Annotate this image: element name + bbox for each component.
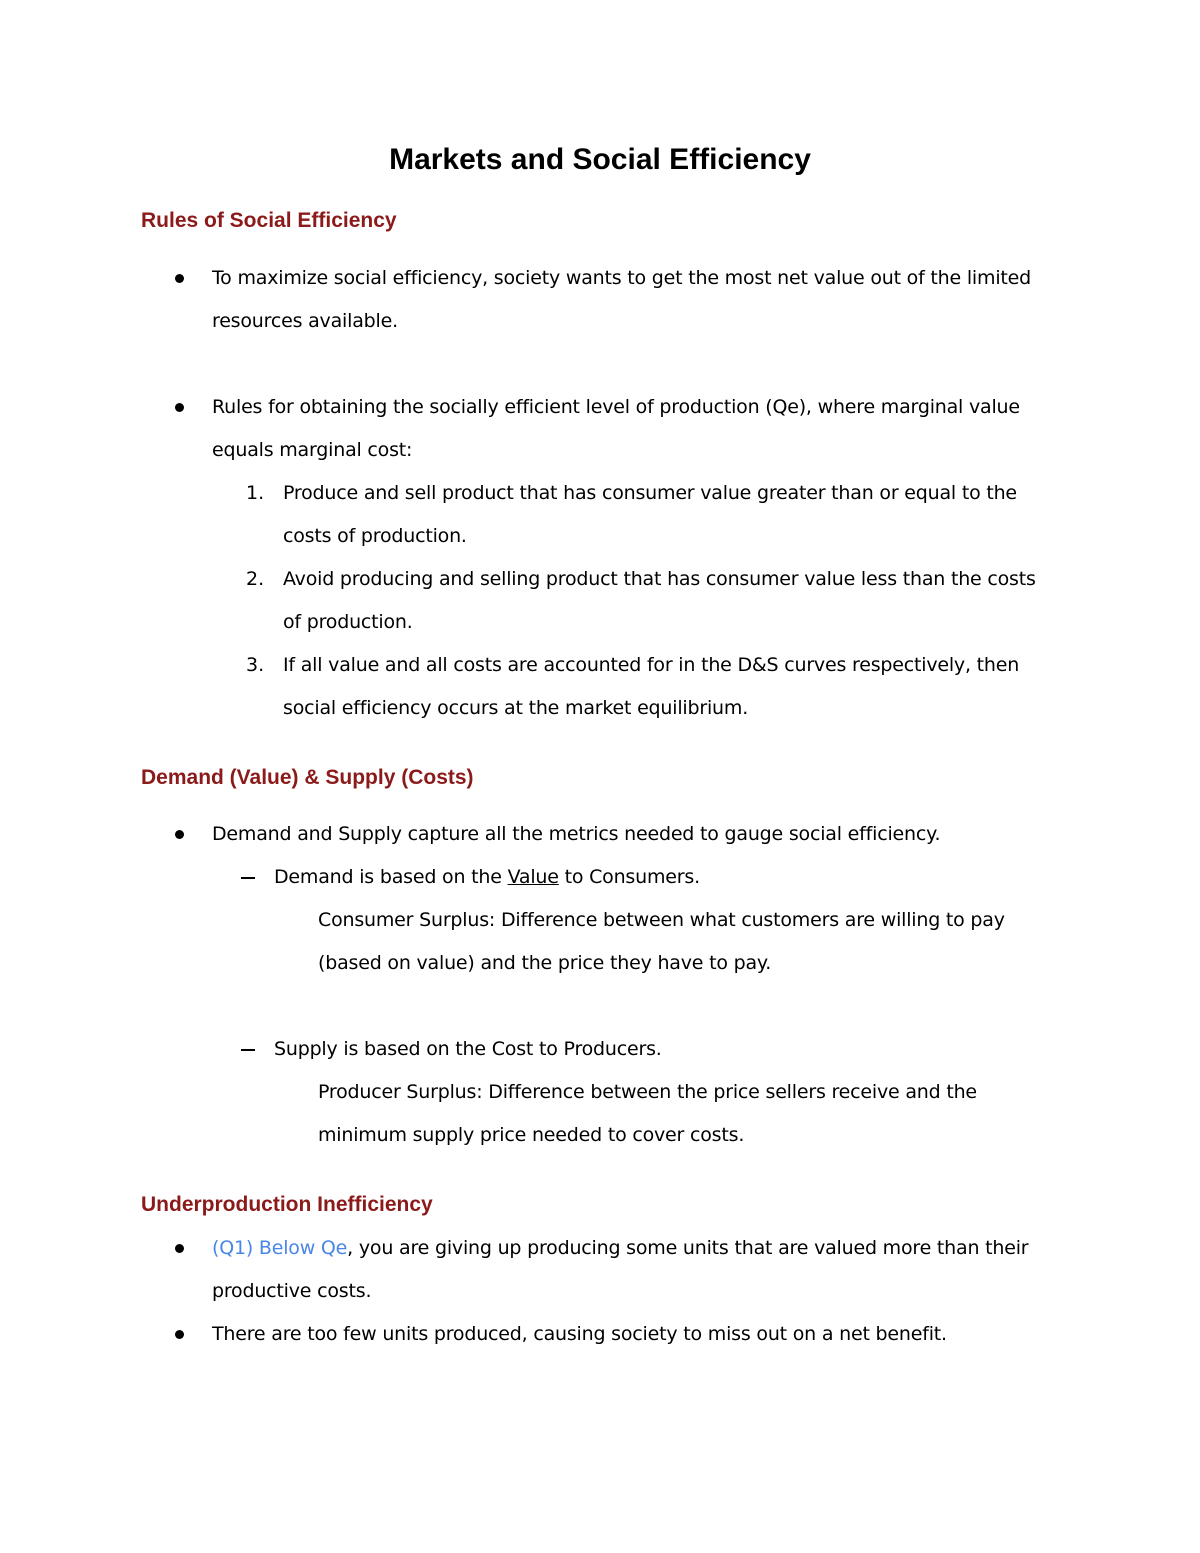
producer-surplus-text: Producer Surplus: Difference between the price sellers receive and the xyxy=(318,1081,977,1103)
bullet-icon xyxy=(175,403,184,412)
dash-bullet-icon xyxy=(241,877,255,879)
bullet-text-continued: productive costs. xyxy=(212,1280,372,1302)
bullet-text-rest: , you are giving up producing some units that are valued more than their xyxy=(347,1237,1029,1259)
demand-text-after: to Consumers. xyxy=(558,866,700,888)
numbered-item-text-continued: costs of production. xyxy=(283,525,467,547)
producer-surplus-text-continued: minimum supply price needed to cover costs. xyxy=(318,1124,745,1146)
list-number: 3. xyxy=(246,654,265,676)
section-heading-rules: Rules of Social Efficiency xyxy=(141,209,397,232)
bullet-text-continued: equals marginal cost: xyxy=(212,439,413,461)
bullet-icon xyxy=(175,1330,184,1339)
bullet-icon xyxy=(175,830,184,839)
page-title: Markets and Social Efficiency xyxy=(389,143,811,176)
section-heading-underproduction: Underproduction Inefficiency xyxy=(141,1193,433,1216)
consumer-surplus-text: Consumer Surplus: Difference between what customers are willing to pay xyxy=(318,909,1005,931)
numbered-item-text-continued: of production. xyxy=(283,611,413,633)
consumer-surplus-text-continued: (based on value) and the price they have to pay. xyxy=(318,952,772,974)
bullet-icon xyxy=(175,274,184,283)
numbered-item-text-continued: social efficiency occurs at the market equilibrium. xyxy=(283,697,749,719)
dash-bullet-icon xyxy=(241,1049,255,1051)
bullet-text: Rules for obtaining the socially efficient level of production (Qe), where marginal value xyxy=(212,396,1020,418)
bullet-icon xyxy=(175,1244,184,1253)
supply-item: Supply is based on the Cost to Producers. xyxy=(274,1038,662,1060)
bullet-text: Demand and Supply capture all the metrics needed to gauge social efficiency. xyxy=(212,823,941,845)
value-underlined: Value xyxy=(507,866,559,888)
demand-text-before: Demand is based on the xyxy=(274,866,508,888)
list-number: 1. xyxy=(246,482,265,504)
bullet-text xyxy=(212,1234,1028,1262)
numbered-item-text: If all value and all costs are accounted for in the D&S curves respectively, then xyxy=(283,654,1020,676)
section-heading-demand-supply: Demand (Value) & Supply (Costs) xyxy=(141,766,474,789)
q1-link[interactable]: (Q1) Below Qe xyxy=(212,1237,348,1259)
numbered-item-text: Avoid producing and selling product that has consumer value less than the costs xyxy=(283,568,1036,590)
bullet-text: There are too few units produced, causing society to miss out on a net benefit. xyxy=(212,1323,947,1345)
demand-item xyxy=(274,863,700,891)
bullet-text: To maximize social efficiency, society wants to get the most net value out of the limited xyxy=(212,267,1031,289)
bullet-text-continued: resources available. xyxy=(212,310,398,332)
list-number: 2. xyxy=(246,568,265,590)
numbered-item-text: Produce and sell product that has consumer value greater than or equal to the xyxy=(283,482,1017,504)
